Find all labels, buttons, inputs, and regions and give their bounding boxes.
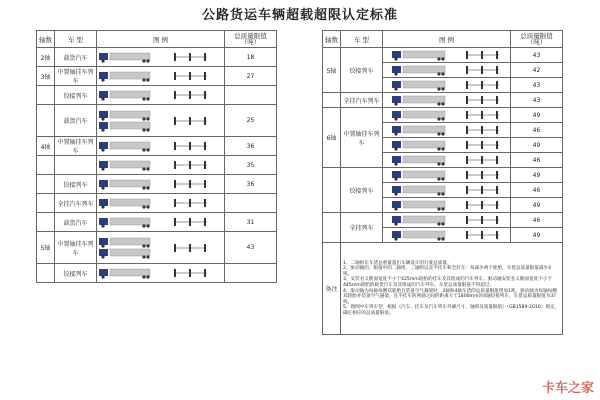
diagram-cell [97,264,225,283]
truck-group [97,237,157,259]
truck-group [97,198,157,209]
truck-icon [97,160,157,171]
header-type: 车 型 [55,31,97,48]
axle-count [323,168,341,213]
axle-count [37,105,55,137]
truck-icon [390,170,450,181]
table-row [37,86,277,105]
diagram-row [97,71,224,82]
diagram-cell [97,105,225,137]
diagram-cell [97,67,225,86]
truck-group [97,110,157,132]
diagram-cell [383,153,511,168]
note-item: 4、驱动轴为每轴每侧双轮胎且装备空气悬架时，3轴和4轴车货的总质量限值增加1吨；驱动轴为每轴每侧双轮胎并装备空气悬架，且半挂车的两轴之间的距离大于1800mm的4轴铰接列车，车货总质量限值为37吨。 [343,288,557,305]
diagram-cell [97,175,225,194]
axle-diagram-icon [171,243,211,253]
table-row [37,137,277,156]
vehicle-type: 载货汽车 [55,213,97,232]
diagram-cell [383,78,511,93]
axle-diagram-icon [171,268,211,278]
axle-count [323,213,341,243]
vehicle-type [55,156,97,175]
truck-icon [390,95,450,106]
axle-count [323,93,341,108]
diagram-row [383,215,510,226]
truck-group [97,179,157,190]
header-axles: 轴数 [323,31,341,48]
vehicle-type: 铰接列车 [55,264,97,283]
vehicle-type: 载货汽车 [55,48,97,67]
diagram-row [383,50,510,61]
note-item: 5、图例中车列车型，根据《汽车、挂车及汽车列车外廓尺寸、轴荷及质量限值》（GB1589-2016）规定，确定相应的总质量限值。 [343,305,560,316]
diagram-row [383,185,510,196]
diagram-row [383,155,510,166]
axle-diagram-icon [463,230,503,240]
header-limit: 总质量限值 （吨） [225,31,277,48]
table-row [37,213,277,232]
right-table [322,30,563,335]
axle-count: 5轴 [323,48,341,93]
notes-cell [341,243,563,335]
truck-group [97,217,157,228]
diagram-row [97,110,224,132]
truck-icon [97,217,157,228]
mass-limit: 36 [225,137,277,156]
axle-diagram-icon [463,65,503,75]
vehicle-type: 铰接列车 [55,86,97,105]
truck-icon [390,110,450,121]
mass-limit: 18 [225,48,277,67]
note-item: 3、安装名义断面宽度不小于425mm轮胎的挂车及其组成的汽车列车，驱动轴安装名义断面宽度不小于445mm轮胎的载货汽车及其组成的汽车列车，车货总质量限值不得超过。 [343,277,552,288]
table-row [323,48,563,63]
diagram-row [97,52,224,63]
truck-icon [390,230,450,241]
diagram-cell [97,156,225,175]
mass-limit: 35 [225,156,277,175]
table-row [37,67,277,86]
diagram-row [383,200,510,211]
truck-icon [97,179,157,190]
axle-diagram-icon [463,110,503,120]
truck-icon [97,110,157,121]
truck-icon [390,65,450,76]
mass-limit: 43 [511,93,563,108]
table-row [37,264,277,283]
axle-count [37,194,55,213]
axle-count: 3轴 [37,67,55,86]
truck-group [97,141,157,152]
vehicle-type: 铰接列车 [341,48,383,93]
diagram-cell [97,137,225,156]
diagram-row [97,179,224,190]
diagram-row [383,80,510,91]
axle-diagram-icon [171,52,211,62]
mass-limit: 43 [511,78,563,93]
page-title: 公路货运车辆超载超限认定标准 [201,8,398,23]
diagram-row [97,141,224,152]
diagram-cell [383,183,511,198]
diagram-row [97,90,224,101]
mass-limit [225,194,277,213]
truck-group [97,52,157,63]
axle-diagram-icon [171,90,211,100]
table-row [37,156,277,175]
table-row [37,48,277,67]
vehicle-type: 中置轴挂车列车 [341,108,383,168]
mass-limit: 31 [225,213,277,232]
diagram-cell [97,86,225,105]
diagram-row [97,160,224,171]
axle-diagram-icon [463,185,503,195]
axle-diagram-icon [463,95,503,105]
axle-diagram-icon [463,80,503,90]
truck-icon [97,237,157,248]
mass-limit: 46 [511,153,563,168]
table-row [37,232,277,264]
axle-count: 6轴 [323,108,341,168]
vehicle-type: 载货汽车 [55,105,97,137]
diagram-cell [97,48,225,67]
truck-icon [97,71,157,82]
axle-diagram-icon [171,160,211,170]
mass-limit: 46 [511,123,563,138]
table-row [37,105,277,137]
note-item: 1、二轴组车车货总重量超出车辆设计的行驶总质量。 [343,260,452,266]
axle-diagram-icon [463,155,503,165]
truck-icon [97,268,157,279]
table-row [37,175,277,194]
axle-count [37,86,55,105]
diagram-row [97,268,224,279]
axle-diagram-icon [171,179,211,189]
diagram-cell [383,63,511,78]
mass-limit: 46 [511,213,563,228]
diagram-cell [97,194,225,213]
truck-icon [390,80,450,91]
truck-icon [97,121,157,132]
mass-limit: 49 [511,138,563,153]
mass-limit: 43 [511,48,563,63]
axle-diagram-icon [171,217,211,227]
truck-icon [97,90,157,101]
diagram-cell [383,138,511,153]
axle-diagram-icon [171,141,211,151]
truck-group [97,90,157,101]
diagram-cell [383,228,511,243]
diagram-cell [383,108,511,123]
header-axles: 轴数 [37,31,55,48]
axle-count [37,156,55,175]
mass-limit [225,264,277,283]
diagram-row [383,95,510,106]
vehicle-type: 铰接列车 [55,175,97,194]
truck-group [97,160,157,171]
truck-icon [390,50,450,61]
table-row [37,194,277,213]
mass-limit: 49 [511,108,563,123]
table-row [323,93,563,108]
mass-limit [225,86,277,105]
truck-icon [97,141,157,152]
diagram-cell [383,48,511,63]
axle-diagram-icon [171,198,211,208]
diagram-row [97,237,224,259]
axle-diagram-icon [463,125,503,135]
diagram-row [383,230,510,241]
watermark-logo: 卡车之家 [541,381,594,396]
axle-diagram-icon [463,170,503,180]
diagram-row [383,140,510,151]
diagram-cell [383,198,511,213]
truck-icon [390,185,450,196]
axle-diagram-icon [171,71,211,81]
table-row [323,213,563,228]
axle-count: 4轴 [37,137,55,156]
note-label: 备注 [323,243,341,335]
diagram-cell [97,213,225,232]
mass-limit: 43 [225,232,277,264]
truck-group [97,71,157,82]
mass-limit: 46 [511,183,563,198]
mass-limit: 49 [511,198,563,213]
header-limit: 总质量限值 （吨） [511,31,563,48]
diagram-cell [97,232,225,264]
axle-count: 2轴 [37,48,55,67]
vehicle-type: 铰接列车 [341,168,383,213]
left-table [36,30,277,283]
table-row [323,168,563,183]
header-diagram: 图 例 [97,31,225,48]
axle-diagram-icon [463,140,503,150]
axle-diagram-icon [463,215,503,225]
axle-count [37,264,55,283]
diagram-row [383,170,510,181]
axle-diagram-icon [463,50,503,60]
vehicle-type: 中置轴挂车列车 [55,232,97,264]
vehicle-type: 中置轴挂车列车 [55,137,97,156]
truck-group [97,268,157,279]
diagram-cell [383,93,511,108]
truck-icon [390,125,450,136]
diagram-cell [383,213,511,228]
axle-diagram-icon [171,116,211,126]
diagram-row [97,198,224,209]
mass-limit: 49 [511,228,563,243]
mass-limit: 36 [225,175,277,194]
mass-limit: 49 [511,168,563,183]
note-item: 2、驱动轴的，限值中的二轴组、三轴组以及半挂车和全挂车：每减少两个轮胎，车货总质量限值减少3吨。 [343,266,551,277]
vehicle-type: 全挂列车 [341,213,383,243]
diagram-row [383,125,510,136]
mass-limit: 42 [511,63,563,78]
diagram-cell [383,168,511,183]
axle-count [37,213,55,232]
axle-count: 5轴 [37,232,55,264]
header-diagram: 图 例 [383,31,511,48]
vehicle-type: 中置轴挂车列车 [55,67,97,86]
diagram-row [383,65,510,76]
truck-icon [390,140,450,151]
truck-icon [97,198,157,209]
truck-icon [390,200,450,211]
truck-icon [390,215,450,226]
axle-diagram-icon [463,200,503,210]
diagram-cell [383,123,511,138]
mass-limit: 27 [225,67,277,86]
diagram-row [383,110,510,121]
mass-limit: 25 [225,105,277,137]
table-row [323,108,563,123]
diagram-row [97,217,224,228]
axle-count [37,175,55,194]
vehicle-type: 全挂汽车列车 [341,93,383,108]
truck-icon [390,155,450,166]
truck-icon [97,248,157,259]
header-type: 车 型 [341,31,383,48]
vehicle-type: 全挂汽车列车 [55,194,97,213]
truck-icon [97,52,157,63]
